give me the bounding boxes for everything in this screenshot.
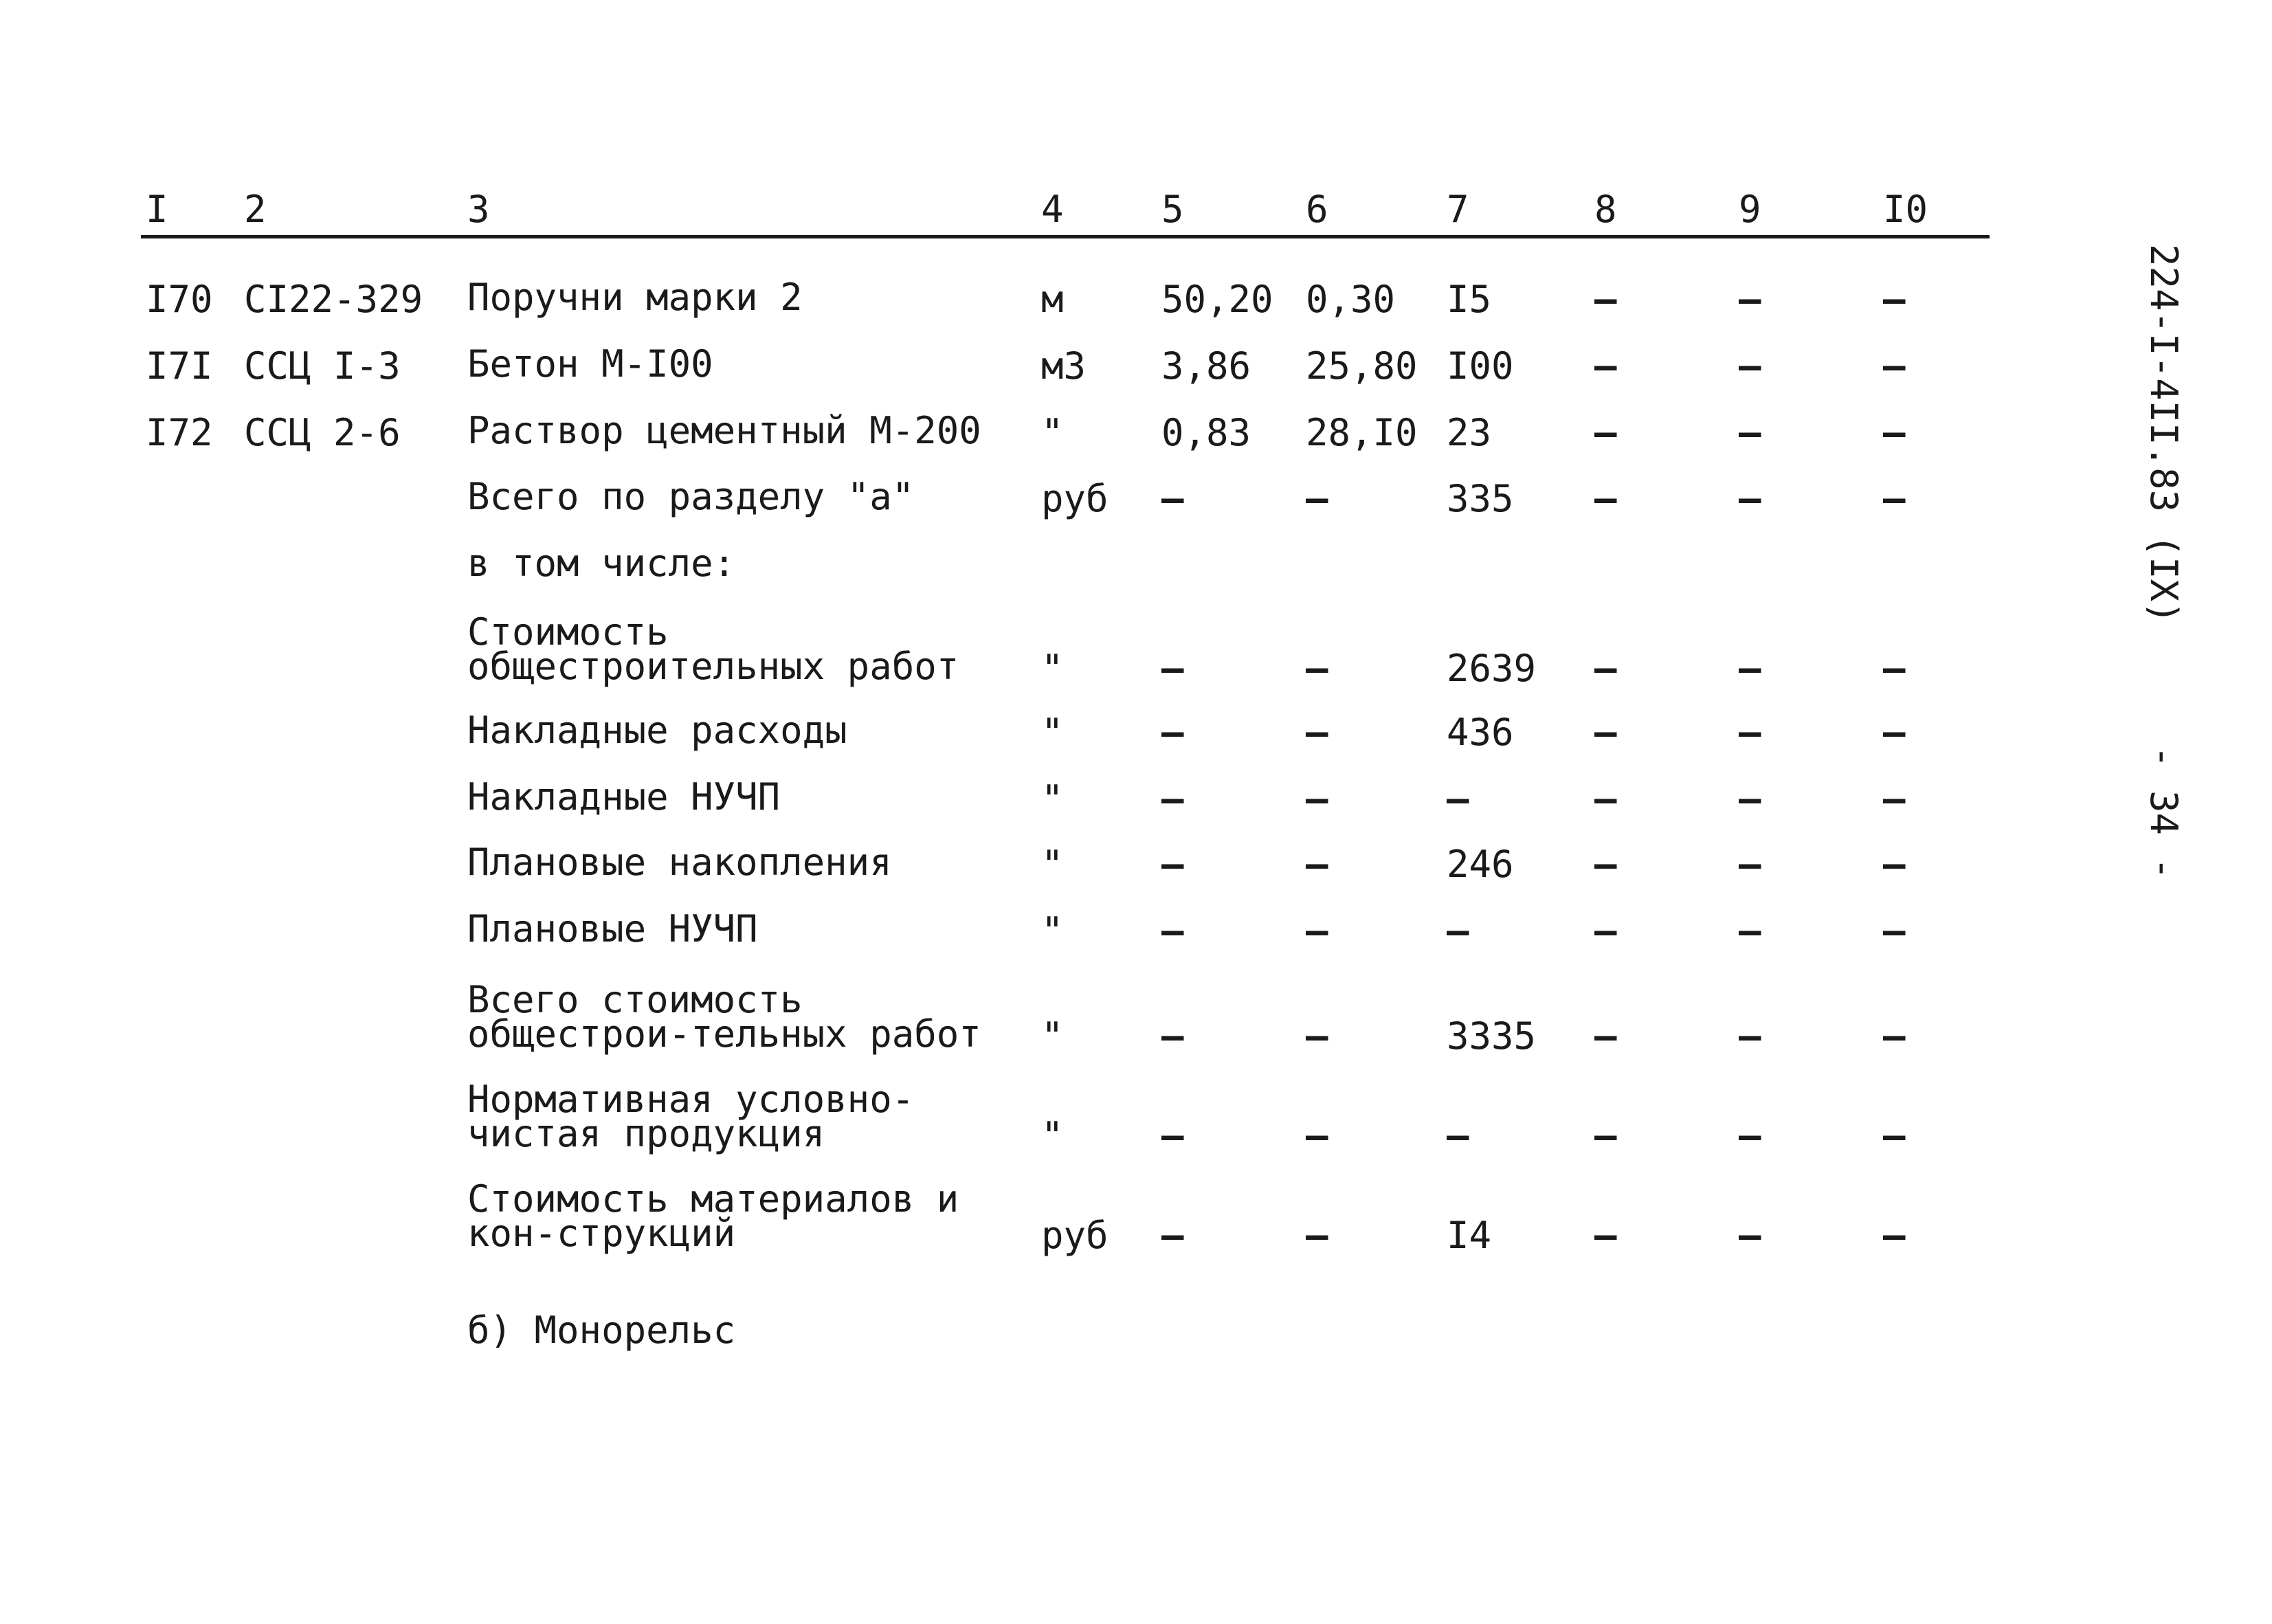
cell-c10: – — [1883, 909, 1906, 953]
cell-num: I72 — [146, 411, 213, 454]
cell-c7: I4 — [1447, 1214, 1492, 1257]
cell-num: I7I — [146, 344, 213, 388]
cell-code: ССЦ I-3 — [244, 344, 401, 388]
cell-c7: 335 — [1447, 477, 1514, 520]
cell-c5: – — [1161, 1014, 1184, 1058]
cell-c9: – — [1739, 1114, 1761, 1157]
section-b-heading: б) Монорельс — [467, 1309, 736, 1352]
cell-c8: – — [1594, 278, 1617, 321]
cell-c8: – — [1594, 777, 1617, 821]
cell-desc: Нормативная условно-чистая продукция — [467, 1078, 915, 1155]
cell-c7: I5 — [1447, 278, 1492, 321]
cell-c5: – — [1161, 1114, 1184, 1157]
cell-c8: – — [1594, 344, 1617, 388]
cell-c9: – — [1739, 278, 1761, 321]
cell-desc: Накладные НУЧП — [467, 775, 781, 819]
cell-unit: руб — [1041, 1214, 1109, 1257]
cell-desc: Всего по разделу "а" — [467, 475, 915, 518]
column-header-8: 8 — [1594, 188, 1617, 231]
cell-c7: – — [1447, 777, 1469, 821]
cell-desc: Стоимость материалов и кон-струкций — [467, 1177, 959, 1255]
cell-c8: – — [1594, 909, 1617, 953]
cell-desc: Всего стоимость общестрои-тельных работ — [467, 978, 981, 1056]
cell-desc: Плановые НУЧП — [467, 907, 758, 950]
cell-c9: – — [1739, 344, 1761, 388]
cell-c6: – — [1306, 1114, 1328, 1157]
cell-desc: Плановые накопления — [467, 841, 892, 884]
cell-c9: – — [1739, 1214, 1761, 1257]
cell-c7: 246 — [1447, 843, 1514, 886]
cell-c5: – — [1161, 477, 1184, 520]
cell-c6: – — [1306, 647, 1328, 690]
cell-c5: – — [1161, 777, 1184, 821]
cell-unit: м — [1041, 278, 1064, 321]
cell-c10: – — [1883, 344, 1906, 388]
cell-unit: " — [1041, 909, 1064, 953]
column-header-4: 4 — [1041, 188, 1064, 231]
page-number: - 34 - — [2142, 746, 2185, 880]
cell-c10: – — [1883, 711, 1906, 754]
cell-c5: 50,20 — [1161, 278, 1273, 321]
cell-c7: 3335 — [1447, 1014, 1537, 1058]
cell-c7: I00 — [1447, 344, 1514, 388]
cell-c6: – — [1306, 711, 1328, 754]
column-header-1: I — [146, 188, 168, 231]
cell-c5: 3,86 — [1161, 344, 1251, 388]
cell-c7: – — [1447, 1114, 1469, 1157]
cell-c8: – — [1594, 1214, 1617, 1257]
cell-c5: – — [1161, 909, 1184, 953]
column-header-2: 2 — [244, 188, 267, 231]
document-code: 224-I-4II.83 (IX) — [2142, 244, 2185, 624]
cell-unit: " — [1041, 777, 1064, 821]
cell-c7: 436 — [1447, 711, 1514, 754]
column-header-5: 5 — [1161, 188, 1184, 231]
cell-c6: – — [1306, 1014, 1328, 1058]
cell-code: СI22-329 — [244, 278, 423, 321]
cell-c7: 2639 — [1447, 647, 1537, 690]
cell-c10: – — [1883, 1214, 1906, 1257]
cell-unit: " — [1041, 1114, 1064, 1157]
cell-c10: – — [1883, 477, 1906, 520]
cell-code: ССЦ 2-6 — [244, 411, 401, 454]
cell-c5: – — [1161, 647, 1184, 690]
cell-unit: " — [1041, 411, 1064, 454]
cell-c8: – — [1594, 1014, 1617, 1058]
cell-c8: – — [1594, 1114, 1617, 1157]
cell-desc: Накладные расходы — [467, 709, 847, 752]
header-rule — [141, 235, 1990, 238]
cell-c9: – — [1739, 411, 1761, 454]
cell-c6: – — [1306, 909, 1328, 953]
cell-desc: в том числе: — [467, 542, 736, 585]
cell-c10: – — [1883, 777, 1906, 821]
cell-unit: руб — [1041, 477, 1109, 520]
cell-unit: м3 — [1041, 344, 1087, 388]
cell-c9: – — [1739, 1014, 1761, 1058]
cell-num: I70 — [146, 278, 213, 321]
cell-c6: – — [1306, 1214, 1328, 1257]
cell-c7: – — [1447, 909, 1469, 953]
cell-unit: " — [1041, 1014, 1064, 1058]
cell-desc: Стоимость общестроительных работ — [467, 610, 959, 688]
cell-unit: " — [1041, 647, 1064, 690]
cell-c9: – — [1739, 777, 1761, 821]
cell-c9: – — [1739, 711, 1761, 754]
column-header-9: 9 — [1739, 188, 1761, 231]
cell-c5: – — [1161, 1214, 1184, 1257]
cell-c10: – — [1883, 1014, 1906, 1058]
cell-c8: – — [1594, 647, 1617, 690]
cell-c10: – — [1883, 647, 1906, 690]
cell-unit: " — [1041, 711, 1064, 754]
cell-c5: – — [1161, 843, 1184, 886]
cell-c10: – — [1883, 843, 1906, 886]
cell-c9: – — [1739, 843, 1761, 886]
cell-c10: – — [1883, 278, 1906, 321]
cell-c5: – — [1161, 711, 1184, 754]
column-header-3: 3 — [467, 188, 490, 231]
cell-c10: – — [1883, 1114, 1906, 1157]
column-header-6: 6 — [1306, 188, 1328, 231]
cell-c10: – — [1883, 411, 1906, 454]
cell-c9: – — [1739, 909, 1761, 953]
cell-c6: 25,80 — [1306, 344, 1418, 388]
cell-desc: Бетон М-I00 — [467, 342, 713, 386]
cell-c8: – — [1594, 843, 1617, 886]
cell-c9: – — [1739, 647, 1761, 690]
cell-c8: – — [1594, 477, 1617, 520]
column-header-10: I0 — [1883, 188, 1928, 231]
cell-c6: – — [1306, 477, 1328, 520]
cell-c6: – — [1306, 777, 1328, 821]
cell-c9: – — [1739, 477, 1761, 520]
cell-c6: 0,30 — [1306, 278, 1396, 321]
cell-c8: – — [1594, 411, 1617, 454]
cell-c6: – — [1306, 843, 1328, 886]
column-header-7: 7 — [1447, 188, 1469, 231]
cell-c5: 0,83 — [1161, 411, 1251, 454]
cell-c7: 23 — [1447, 411, 1492, 454]
cell-desc: Поручни марки 2 — [467, 276, 803, 319]
cell-unit: " — [1041, 843, 1064, 886]
cell-c8: – — [1594, 711, 1617, 754]
cell-desc: Раствор цементный М-200 — [467, 409, 981, 452]
cell-c6: 28,I0 — [1306, 411, 1418, 454]
